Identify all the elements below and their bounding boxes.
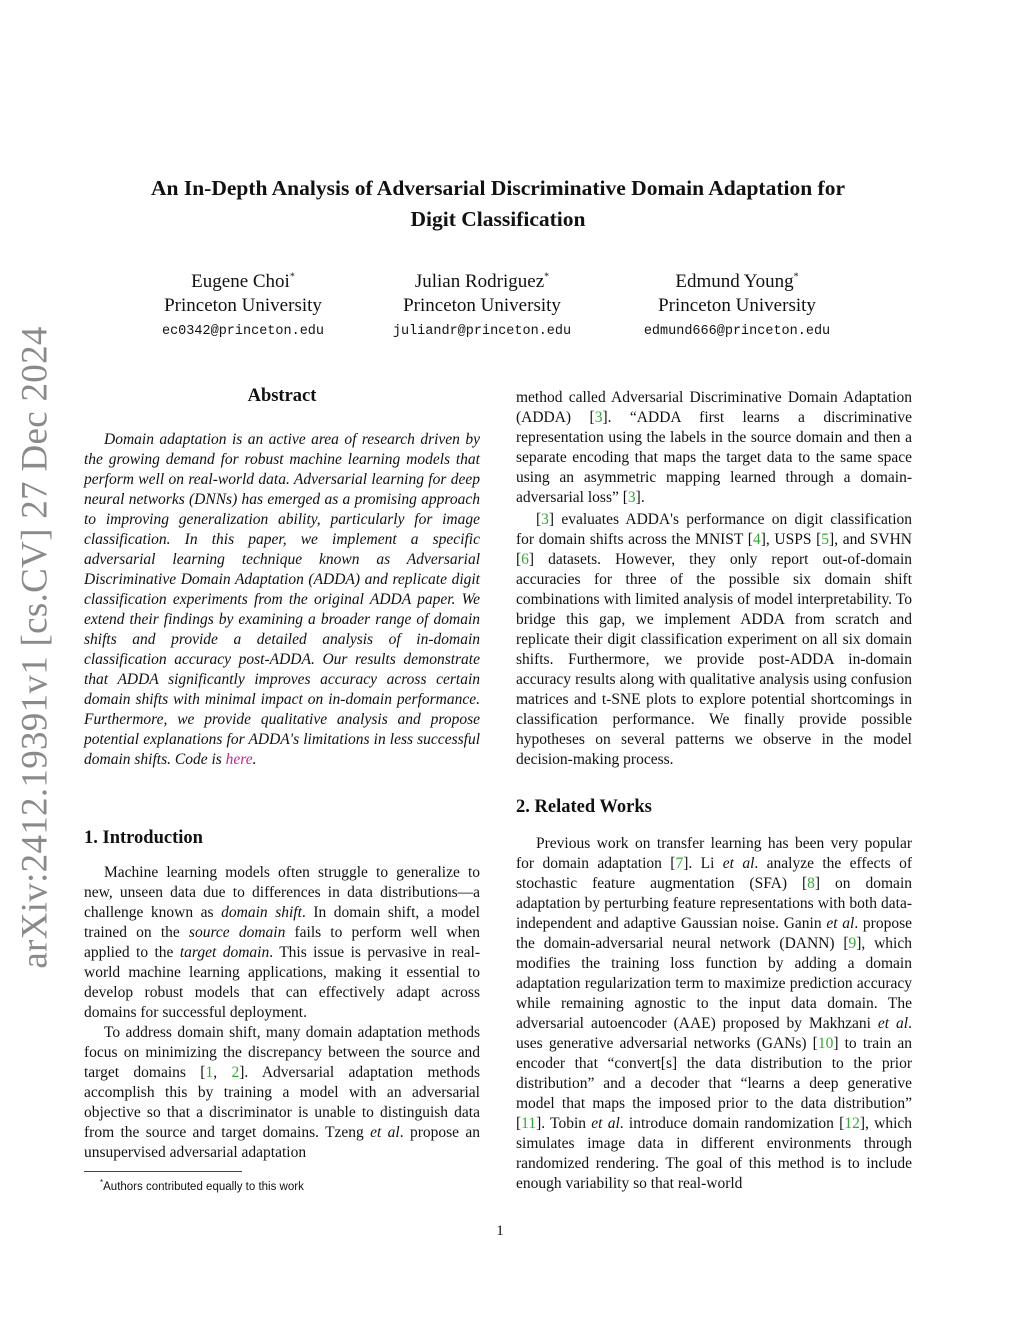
- arxiv-identifier-stamp: [2, 326, 68, 969]
- related-works-heading: 2. Related Works: [516, 797, 652, 817]
- author-footnote-mark: *: [289, 271, 295, 283]
- code-link[interactable]: here: [225, 751, 253, 768]
- related-works-body: [516, 834, 912, 1194]
- author-block-3: [597, 270, 877, 344]
- citation-link[interactable]: 12: [844, 1115, 860, 1132]
- author-footnote-mark: *: [793, 271, 799, 283]
- author-affiliation: Princeton University: [164, 295, 322, 316]
- citation-link[interactable]: 4: [752, 531, 761, 548]
- author-affiliation: Princeton University: [403, 295, 561, 316]
- page-number: 1: [496, 1223, 504, 1239]
- introduction-heading: 1. Introduction: [84, 828, 203, 848]
- citation-link[interactable]: 3: [541, 511, 549, 528]
- abstract-body: Domain adaptation is an active area of research driven by the growing demand for robust machine learning models that perform well on real-world data. Adversarial learning for deep neural networks (DNNs) has emerged as a promising approach to improving generalization ability, particularly for image classification. In this paper, we implement a specific adversarial learning technique known as Adversarial Discriminative Domain Adaptation (ADDA) and replicate digit classification experiments from the original ADDA paper. We extend their findings by examining a broader range of domain shifts and provide a detailed analysis of in-domain classification accuracy post-ADDA. Our results demonstrate that ADDA significantly improves accuracy across certain domain shifts with minimal impact on in-domain performance. Furthermore, we provide qualitative analysis and propose potential explanations for ADDA's limitations in less successful domain shifts. Code is here.: [84, 431, 480, 768]
- citation-link[interactable]: 3: [627, 489, 636, 506]
- paper-title-line-2: Digit Classification: [410, 207, 586, 231]
- related-works-paragraph-1: Previous work on transfer learning has been very popular for domain adaptation [7]. Li et al. analyze the effects of stochastic feature augmentation (SFA) [8] on domain adaptation by perturbing feature representations with both data-independent and adaptive Gaussian noise. Ganin et al. propose the domain-adversarial neural network (DANN) [9], which modifies the training loss function by adding a domain adaptation regularization term to maximize prediction accuracy while remaining agnostic to the input data domain. The adversarial autoencoder (AAE) proposed by Makhzani et al. uses generative adversarial networks (GANs) [10] to train an encoder that “convert[s] the data distribution to the prior distribution” and a decoder that “learns a deep generative model that maps the imposed prior to the data distribution” [11]. Tobin et al. introduce domain randomization [12], which simulates image data in different environments through randomized rendering. The goal of this method is to include enough variability so that real-world: [516, 835, 913, 1192]
- author-email[interactable]: edmund666@princeton.edu: [643, 324, 831, 339]
- author-footnote-mark: *: [544, 271, 550, 283]
- footnote: [100, 1178, 304, 1193]
- citation-link[interactable]: 11: [521, 1115, 537, 1132]
- abstract-heading: Abstract: [247, 386, 317, 406]
- footnote-divider: [84, 1171, 242, 1172]
- author-email[interactable]: juliandr@princeton.edu: [392, 324, 572, 339]
- right-column-paragraph-2: [3] evaluates ADDA's performance on digit classification for domain shifts across the MNIST [4], USPS [5], and SVHN [6] datasets. However, they only report out-of-domain accuracies for three of the possible six domain shift combinations with limited analysis of model interpretability. To bridge this gap, we implement ADDA from scratch and replicate their digit classification experiment on all six domain shifts. Furthermore, we provide post-ADDA in-domain accuracy results along with qualitative analysis using confusion matrices and t-SNE plots to explore potential shortcomings in classification performance. We finally provide possible hypotheses on several patterns we observe in the model decision-making process.: [516, 511, 912, 768]
- introduction-paragraph-1: Machine learning models often struggle to generalize to new, unseen data due to differences in data distributions—a challenge known as domain shift. In domain shift, a model trained on the source domain fails to perform well when applied to the target domain. This issue is pervasive in real-world machine learning applications, making it essential to develop robust models that can effectively adapt across domains for successful deployment.: [84, 864, 480, 1021]
- author-email[interactable]: ec0342@princeton.edu: [161, 324, 325, 339]
- paper-title-line-1: An In-Depth Analysis of Adversarial Discriminative Domain Adaptation for: [150, 176, 845, 200]
- author-name: Edmund Young: [675, 271, 794, 292]
- footnote-text: Authors contributed equally to this work: [103, 1180, 304, 1193]
- citation-link[interactable]: 10: [817, 1035, 834, 1052]
- citation-link[interactable]: 2: [231, 1064, 240, 1081]
- citation-link[interactable]: 5: [821, 531, 830, 548]
- citation-link[interactable]: 1: [205, 1064, 214, 1081]
- introduction-paragraph-2: To address domain shift, many domain adaptation methods focus on minimizing the discrepancy between the source and target domains [1, 2]. Adversarial adaptation methods accomplish this by training a model with an adversarial objective so that a discriminator is unable to distinguish data from the source and target domains. Tzeng et al. propose an unsupervised adversarial adaptation: [84, 1024, 481, 1161]
- introduction-body: [84, 863, 480, 1163]
- citation-link[interactable]: 9: [848, 935, 857, 952]
- paper-title: [84, 173, 912, 235]
- citation-link[interactable]: 6: [521, 551, 529, 568]
- footnote-mark: *: [100, 1178, 104, 1187]
- citation-link[interactable]: 3: [594, 409, 603, 426]
- right-column-paragraph-1: method called Adversarial Discriminative Domain Adaptation (ADDA) [3]. “ADDA first learns a discriminative representation using the labels in the source domain and then a separate encoding that maps the target data to the same space using an asymmetric mapping learned through a domain-adversarial loss” [3].: [516, 389, 912, 506]
- author-name: Eugene Choi: [191, 271, 290, 292]
- citation-link[interactable]: 8: [807, 875, 815, 892]
- author-block-2: [342, 270, 622, 344]
- citation-link[interactable]: 7: [675, 855, 684, 872]
- author-name: Julian Rodriguez: [414, 271, 545, 292]
- author-affiliation: Princeton University: [658, 295, 816, 316]
- author-block-1: [103, 270, 383, 344]
- abstract-text: Domain adaptation is an active area of research driven by the growing demand for robust machine learning models that perform well on real-world data. Adversarial learning for deep neural networks (DNNs) has emerged as a promising approach to improving generalization ability, particularly for image classification. In this paper, we implement a specific adversarial learning technique known as Adversarial Discriminative Domain Adaptation (ADDA) and replicate digit classification experiments from the original ADDA paper. We extend their findings by examining a broader range of domain shifts and provide a detailed analysis of in-domain classification accuracy post-ADDA. Our results demonstrate that ADDA significantly improves accuracy across certain domain shifts with minimal impact on in-domain performance. Furthermore, we provide qualitative analysis and propose potential explanations for ADDA's limitations in less successful domain shifts. Code is: [84, 431, 480, 768]
- arxiv-identifier-text: arXiv:2412.19391v1 [cs.CV] 27 Dec 2024: [14, 326, 56, 969]
- right-column-body: [516, 388, 912, 770]
